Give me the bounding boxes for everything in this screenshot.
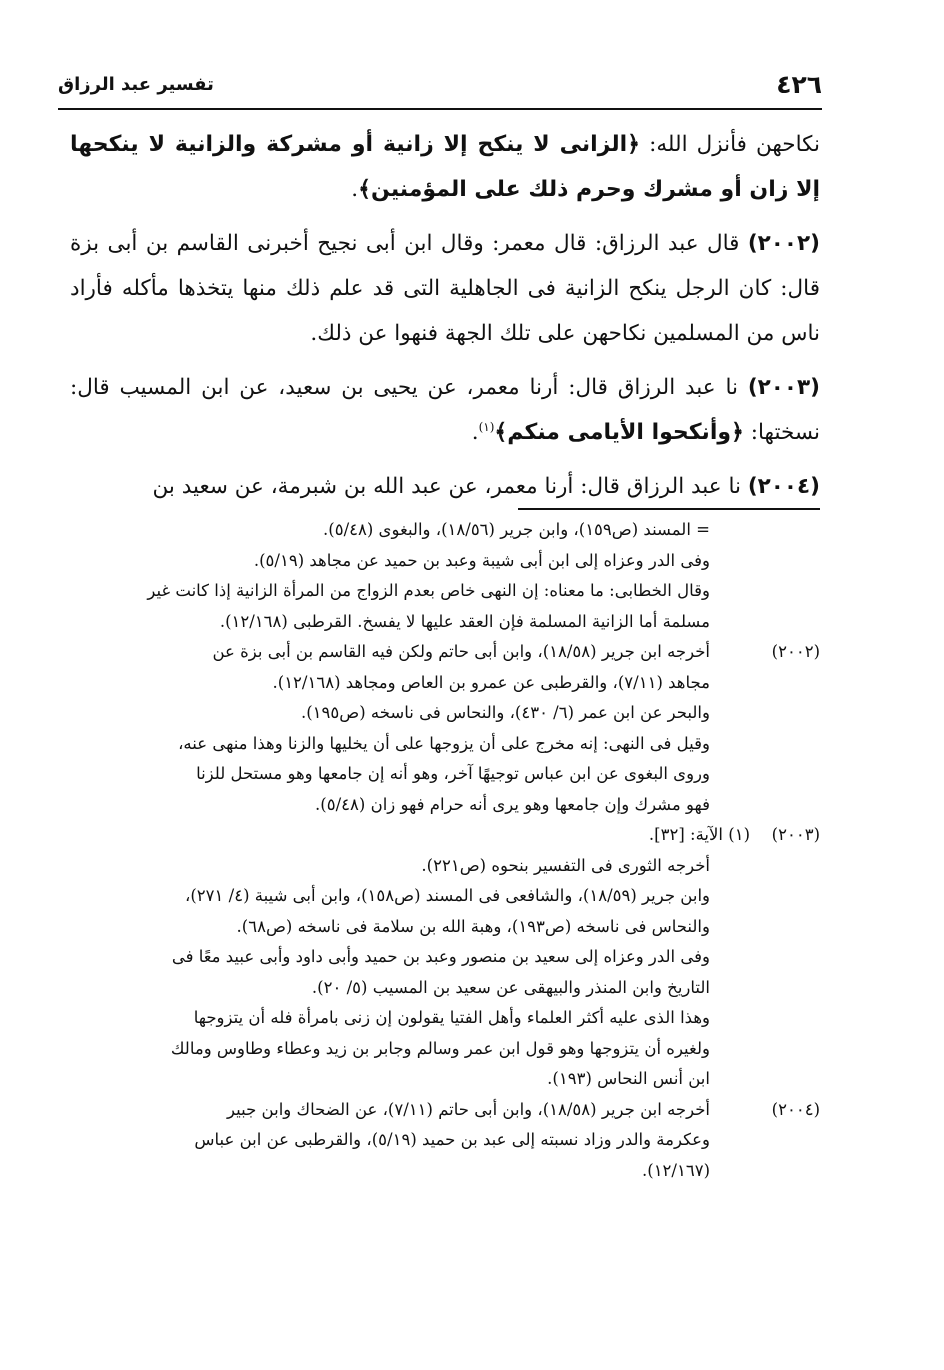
footnotes [70, 515, 820, 1186]
footnote-number: (٢٠٠٢) [771, 642, 820, 661]
footnote-line: (١٢/١٦٧). [642, 1160, 710, 1180]
footnote-line: فهو مشرك وإن جامعها وهو يرى أنه حرام فهو زان (٥/٤٨). [315, 794, 710, 814]
footnote-line: وقال الخطابى: ما معناه: إن النهى خاص بعدم الزواج من المرأة الزانية إذا كانت غير [147, 581, 710, 600]
footnote-number: (٢٠٠٣) [771, 825, 820, 844]
footnote-line: والبحر عن ابن عمر (٦/ ٤٣٠)، والنحاس فى ناسخه (ص١٩٥). [300, 703, 710, 722]
footnote-line: والنحاس فى ناسخه (ص١٩٣)، وهبة الله بن سلامة فى ناسخه (ص٦٨). [236, 916, 710, 936]
footnote-2002 [70, 637, 820, 820]
paragraph-tail: . [471, 420, 479, 445]
footnote-line: ابن أنس النحاس (١٩٣). [547, 1069, 710, 1088]
footnote-ref: (١) [478, 419, 495, 434]
footnote-continued [70, 515, 820, 637]
footnote-2003 [70, 820, 820, 1095]
footnote-separator [518, 508, 820, 510]
footnote-2004 [70, 1095, 820, 1187]
paragraph-2003 [70, 365, 820, 455]
footnote-line: وهذا الذى عليه أكثر العلماء وأهل الفتيا يقولون إن زنى بامرأة فله أن يتزوجها [193, 1008, 710, 1027]
page-header [58, 64, 822, 110]
footnote-line: وفى الدر وعزاه إلى سعيد بن منصور وعبد بن حميد وأبى داود وأبى عبيد معًا فى [171, 947, 710, 966]
quran-verse: ﴿وأنكحوا الأيامى منكم﴾ [494, 420, 744, 445]
paragraph-lead: نكاحهن فأنزل الله: [640, 132, 820, 157]
footnote-line: وعكرمة والدر وزاد نسبته إلى عبد بن حميد (٥/١٩)، والقرطبى عن ابن عباس [194, 1130, 710, 1149]
paragraph-2004 [70, 464, 820, 509]
footnote-line: = المسند (ص١٥٩)، وابن جرير (١٨/٥٦)، والبغوى (٥/٤٨). [323, 520, 710, 539]
footnote-line: وقيل فى النهى: إنه مخرج على أن يزوجها على أن يخليها والزنا وهذا منهى عنه، [178, 733, 710, 753]
paragraph-2002 [70, 221, 820, 356]
footnote-line: أخرجه ابن جرير (١٨/٥٨)، وابن أبى حاتم (٧/١١)، عن الضحاك وابن جبير [227, 1099, 710, 1119]
footnote-line: وابن جرير (١٨/٥٩)، والشافعى فى المسند (ص١٥٨)، وابن أبى شيبة (٤/ ٢٧١)، [185, 886, 710, 905]
hadith-text: نا عبد الرزاق قال: أرنا معمر، عن عبد الله بن شبرمة، عن سعيد بن [152, 474, 741, 499]
hadith-text: قال عبد الرزاق: قال معمر: وقال ابن أبى نجيح أخبرنى القاسم بن أبى بزة قال: كان الرجل ينكح الزانية فى الجاهلية التى قد علم ذلك منها يتخذها مأكله فأراد ناس من المسلمين نكاحهن على تلك الجهة فنهوا عن ذلك. [70, 231, 820, 346]
paragraph-tail: . [351, 177, 359, 202]
main-text [70, 122, 820, 518]
hadith-number: (٢٠٠٣) [747, 375, 820, 400]
footnote-line: مسلمة أما الزانية المسلمة فإن العقد عليها لا يفسخ. القرطبى (١٢/١٦٨). [219, 611, 710, 631]
hadith-number: (٢٠٠٤) [747, 474, 820, 499]
paragraph-verse [70, 122, 820, 212]
running-title: تفسير عبد الرزاق [58, 74, 214, 95]
footnote-line: وروى البغوى عن ابن عباس توجيهًا آخر، وهو أنه إن جامعها وهو مستحل للزنا [196, 764, 710, 783]
footnote-line: التاريخ وابن المنذر والبيهقى عن سعيد بن المسيب (٥/ ٢٠). [311, 977, 710, 997]
footnote-line: (١) الآية: [٣٢]. [648, 825, 750, 844]
footnote-line: أخرجه ابن جرير (١٨/٥٨)، وابن أبى حاتم ولكن فيه القاسم بن أبى بزة عن [212, 642, 710, 661]
footnote-number: (٢٠٠٤) [771, 1099, 820, 1119]
footnote-line: وفى الدر وعزاه إلى ابن أبى شيبة وعبد بن حميد عن مجاهد (٥/١٩). [253, 550, 710, 570]
page-number: ٤٢٦ [776, 70, 822, 99]
quran-verse: ﴿الزانى لا ينكح إلا زانية أو مشركة والزانية لا ينكحها إلا زان أو مشرك وحرم ذلك على المؤمنين﴾ [70, 132, 820, 202]
footnote-line: مجاهد (٧/١١)، والقرطبى عن عمرو بن العاص ومجاهد (١٢/١٦٨). [272, 672, 710, 692]
hadith-number: (٢٠٠٢) [747, 231, 820, 256]
hadith-text: نا عبد الرزاق قال: أرنا معمر، عن يحيى بن سعيد، عن ابن المسيب قال: نسختها: [70, 375, 820, 445]
footnote-line: أخرجه الثورى فى التفسير بنحوه (ص٢٢١). [421, 855, 710, 875]
footnote-line: ولغيره أن يتزوجها وهو قول ابن عمر وسالم وجابر بن زيد وعطاء وطاوس ومالك [170, 1038, 710, 1058]
